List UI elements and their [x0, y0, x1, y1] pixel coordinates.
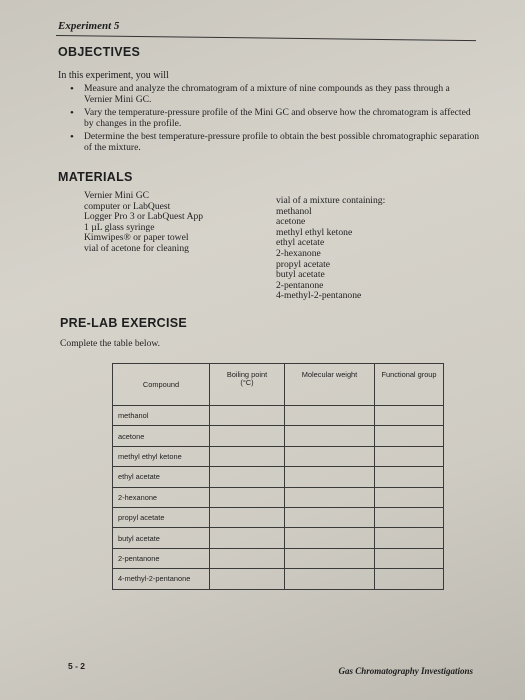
- material-item: 4-methyl-2-pentanone: [276, 290, 362, 302]
- boiling-point-cell[interactable]: [210, 548, 285, 568]
- header-boiling-point-label: Boiling point: [226, 370, 268, 379]
- molecular-weight-cell[interactable]: [285, 548, 375, 568]
- objective-item: • Determine the best temperature-pressure profile to obtain the best possible chromatographic separation of the mixture.: [70, 132, 480, 153]
- objectives-intro: In this experiment, you will: [58, 70, 169, 81]
- table-row: [113, 446, 444, 466]
- functional-group-cell[interactable]: [375, 548, 444, 568]
- material-item: butyl acetate: [276, 269, 325, 281]
- functional-group-cell[interactable]: [375, 426, 444, 446]
- material-item: Logger Pro 3 or LabQuest App: [84, 211, 204, 223]
- objective-item: • Measure and analyze the chromatogram of a mixture of nine compounds as they pass through a Vernier Mini GC.: [70, 84, 480, 105]
- functional-group-cell[interactable]: [375, 528, 444, 548]
- objectives-heading: OBJECTIVES: [58, 45, 141, 59]
- boiling-point-cell[interactable]: [210, 467, 285, 487]
- functional-group-cell[interactable]: [375, 507, 444, 527]
- book-title: Gas Chromatography Investigations: [338, 666, 473, 676]
- compound-cell: butyl acetate: [113, 528, 210, 548]
- header-rule: [56, 35, 476, 41]
- prelab-table: [112, 363, 444, 590]
- material-item: ethyl acetate: [276, 237, 325, 249]
- functional-group-cell[interactable]: [375, 487, 444, 507]
- compound-cell: 4-methyl-2-pentanone: [113, 569, 210, 589]
- material-item: Vernier Mini GC: [84, 190, 150, 201]
- experiment-label: Experiment 5: [58, 20, 120, 32]
- boiling-point-cell[interactable]: [210, 507, 285, 527]
- table-header-row: [113, 364, 444, 406]
- header-boiling-point-unit: (°C): [240, 378, 254, 387]
- prelab-instruction: Complete the table below.: [60, 338, 161, 349]
- prelab-heading: PRE-LAB EXERCISE: [60, 316, 188, 330]
- functional-group-cell[interactable]: [375, 569, 444, 589]
- boiling-point-cell[interactable]: [210, 446, 285, 466]
- table-row: [113, 487, 444, 507]
- materials-heading: MATERIALS: [58, 170, 133, 184]
- material-item: propyl acetate: [276, 258, 331, 270]
- material-item: computer or LabQuest: [84, 200, 171, 212]
- table-row: [113, 528, 444, 548]
- table-row: [113, 467, 444, 487]
- compound-cell: acetone: [113, 426, 210, 446]
- boiling-point-cell[interactable]: [210, 569, 285, 589]
- boiling-point-cell[interactable]: [210, 528, 285, 548]
- functional-group-cell[interactable]: [375, 406, 444, 426]
- table-row: [113, 548, 444, 568]
- material-item: acetone: [276, 216, 306, 228]
- objectives-list: [70, 84, 480, 156]
- material-item: methyl ethyl ketone: [276, 226, 353, 238]
- header-molecular-weight: Molecular weight: [285, 364, 375, 406]
- compound-cell: 2-pentanone: [113, 548, 210, 568]
- boiling-point-cell[interactable]: [210, 406, 285, 426]
- table-row: [113, 569, 444, 589]
- compound-cell: methanol: [113, 406, 210, 426]
- molecular-weight-cell[interactable]: [285, 569, 375, 589]
- molecular-weight-cell[interactable]: [285, 528, 375, 548]
- header-functional-group: Functional group: [375, 364, 444, 406]
- molecular-weight-cell[interactable]: [285, 507, 375, 527]
- molecular-weight-cell[interactable]: [285, 406, 375, 426]
- material-item: 2-pentanone: [276, 279, 324, 291]
- molecular-weight-cell[interactable]: [285, 467, 375, 487]
- materials-list-right: [276, 196, 385, 302]
- functional-group-cell[interactable]: [375, 467, 444, 487]
- materials-list-left: [84, 191, 203, 255]
- material-item: Kimwipes® or paper towel: [84, 232, 189, 244]
- material-item: methanol: [276, 205, 312, 217]
- boiling-point-cell[interactable]: [210, 487, 285, 507]
- functional-group-cell[interactable]: [375, 446, 444, 466]
- material-item: vial of acetone for cleaning: [84, 242, 189, 254]
- molecular-weight-cell[interactable]: [285, 426, 375, 446]
- header-boiling-point: [210, 364, 285, 406]
- table-row: [113, 406, 444, 426]
- compound-cell: ethyl acetate: [113, 467, 210, 487]
- molecular-weight-cell[interactable]: [285, 446, 375, 466]
- material-item: 2-hexanone: [276, 247, 321, 259]
- material-item: vial of a mixture containing:: [276, 195, 386, 206]
- compound-cell: propyl acetate: [113, 507, 210, 527]
- header-compound: Compound: [113, 364, 210, 406]
- table-row: [113, 426, 444, 446]
- molecular-weight-cell[interactable]: [285, 487, 375, 507]
- boiling-point-cell[interactable]: [210, 426, 285, 446]
- table-row: [113, 507, 444, 527]
- page-number: 5 - 2: [68, 661, 86, 671]
- compound-cell: 2-hexanone: [113, 487, 210, 507]
- objective-item: • Vary the temperature-pressure profile of the Mini GC and observe how the chromatogram is affected by changes in the profile.: [70, 108, 480, 129]
- compound-cell: methyl ethyl ketone: [113, 446, 210, 466]
- material-item: 1 µL glass syringe: [84, 221, 155, 233]
